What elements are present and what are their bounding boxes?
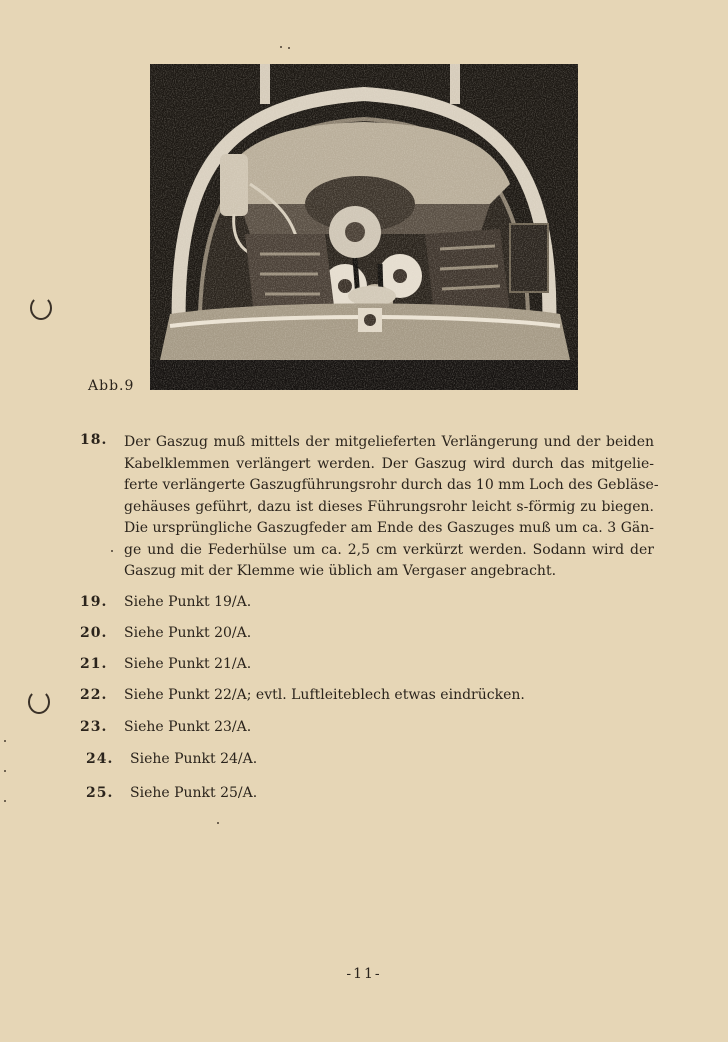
item-number: 24. <box>86 751 114 767</box>
scan-speck <box>4 770 6 772</box>
scan-speck <box>288 47 290 49</box>
item-text: Siehe Punkt 22/A; evtl. Luftleiteblech etwas eindrücken. <box>124 687 525 703</box>
item-text: Siehe Punkt 19/A. <box>124 594 252 610</box>
item-text: Siehe Punkt 20/A. <box>124 625 252 641</box>
punch-hole-mark <box>28 690 50 714</box>
item-number: 25. <box>86 785 114 801</box>
item-text: Siehe Punkt 24/A. <box>130 751 258 767</box>
punch-hole-mark <box>30 296 52 320</box>
paragraph-line: Der Gaszug muß mittels der mitgelieferten Verlängerung und der beiden <box>124 434 654 450</box>
paragraph-line: Die ursprüngliche Gaszugfeder am Ende des Gaszuges muß um ca. 3 Gän- <box>124 520 654 536</box>
item-number: 20. <box>80 625 108 641</box>
scan-speck <box>4 800 6 802</box>
item-text: Siehe Punkt 25/A. <box>130 785 258 801</box>
item-text: Siehe Punkt 21/A. <box>124 656 252 672</box>
item-number: 19. <box>80 594 108 610</box>
scan-speck <box>280 46 282 48</box>
item-18-paragraph <box>124 432 659 583</box>
item-number: 23. <box>80 719 108 735</box>
scan-speck <box>217 822 219 824</box>
paragraph-line: ferte verlängerte Gaszugführungsrohr durch das 10 mm Loch des Gebläse- <box>124 477 659 493</box>
page-number: -11- <box>346 966 382 982</box>
figure-caption: Abb.9 <box>88 378 135 394</box>
paragraph-line: gehäuses geführt, dazu ist dieses Führungsrohr leicht s-förmig zu biegen. <box>124 498 654 515</box>
paragraph-line: Gaszug mit der Klemme wie üblich am Vergaser angebracht. <box>124 563 557 579</box>
engine-bay-photo <box>150 64 578 390</box>
paragraph-line: Kabelklemmen verlängert werden. Der Gaszug wird durch das mitgelie- <box>124 455 654 472</box>
item-text: Siehe Punkt 23/A. <box>124 719 252 735</box>
item-number: 22. <box>80 687 108 703</box>
scan-speck <box>111 550 113 552</box>
item-number: 21. <box>80 656 108 672</box>
scan-speck <box>4 740 6 742</box>
paragraph-line: ge und die Federhülse um ca. 2,5 cm verkürzt werden. Sodann wird der <box>124 541 654 558</box>
item-number: 18. <box>80 432 108 448</box>
